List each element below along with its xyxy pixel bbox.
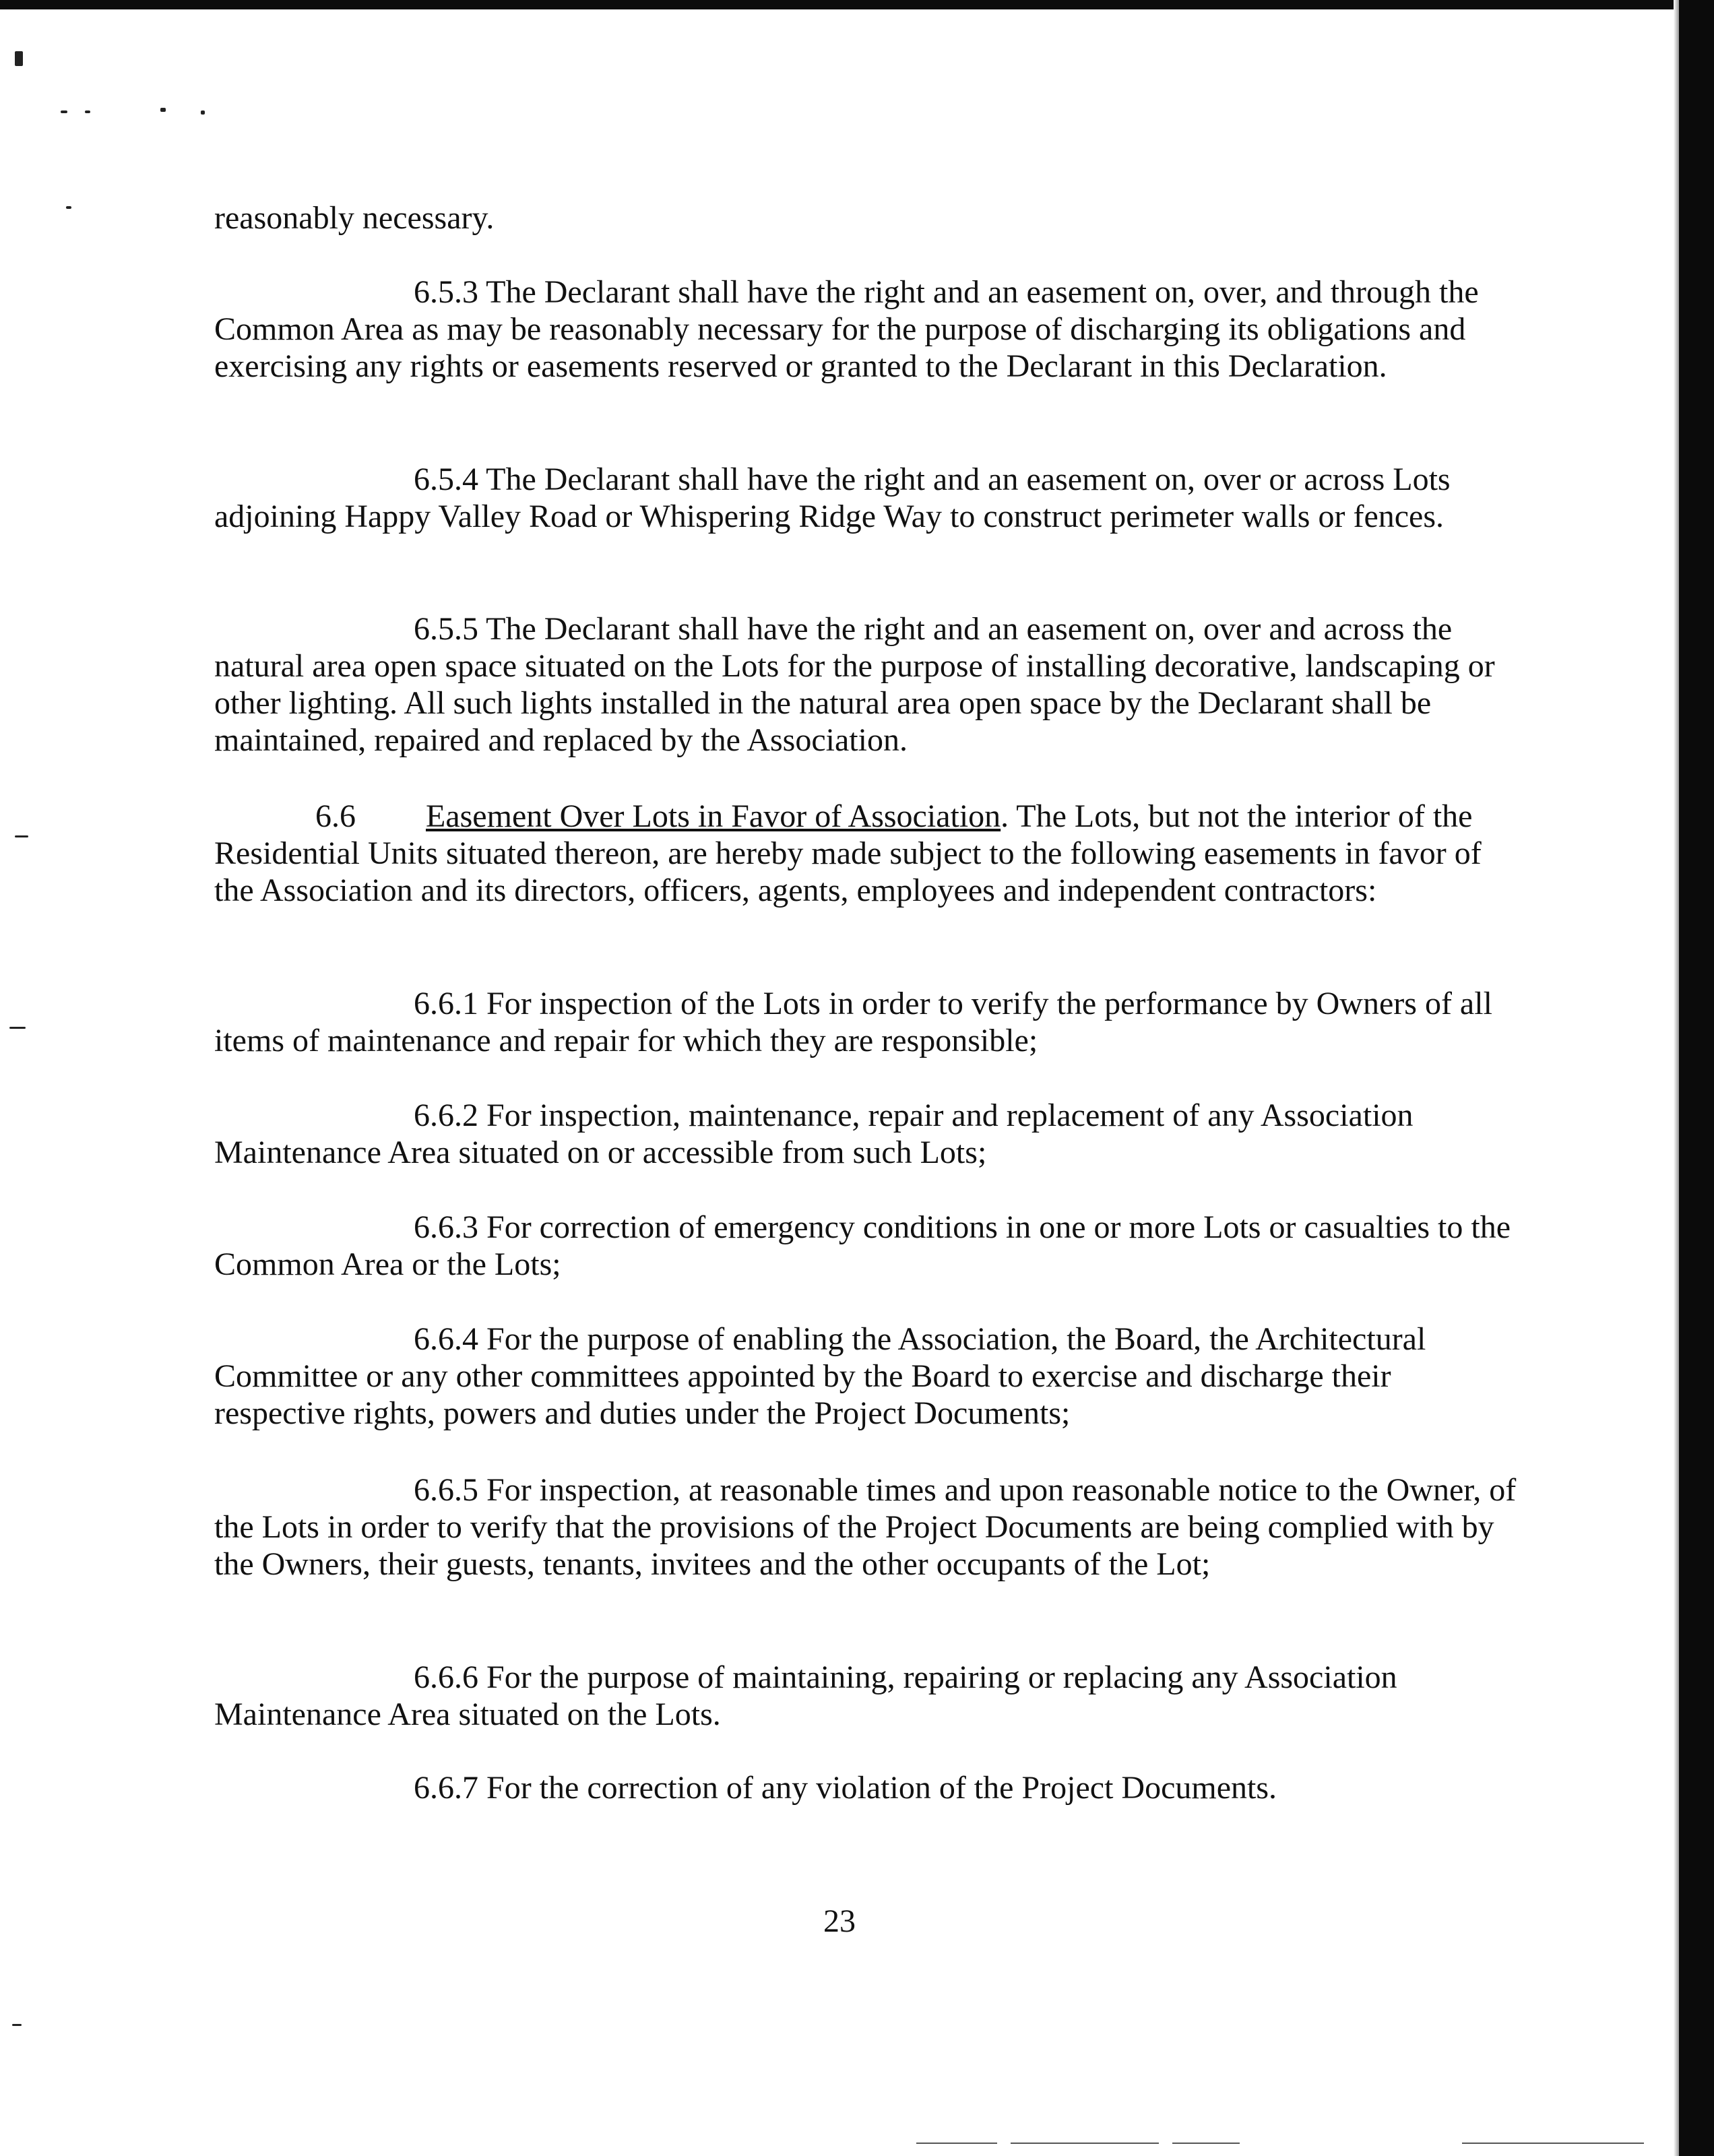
paragraph-text: For the purpose of enabling the Association, the Board, the Architectural Committee or any other committees appointed by the Board to exercise and discharge their respective rights, powers and duties under the Project Documents; [214,1321,1426,1431]
paragraph-number: 6.5.5 [414,611,478,647]
paragraph-text: For inspection, at reasonable times and upon reasonable notice to the Owner, of the Lots in order to verify that the provisions of the Project Documents are being complied with by the Owners, their guests, tenants, invitees and the other occupants of the Lot; [214,1472,1517,1582]
scan-speck [66,206,71,209]
paragraph-text: The Declarant shall have the right and an easement on, over and across the natural area open space situated on the Lots for the purpose of installing decorative, landscaping or other lighting. All such lights installed in the natural area open space by the Declarant shall be maintained, repaired and replaced by the Association. [214,611,1495,758]
paragraph-text: For correction of emergency conditions in one or more Lots or casualties to the Common Area or the Lots; [214,1209,1511,1282]
continuation-text [214,199,1521,236]
scan-speck [61,110,67,113]
paragraph-6-5-4 [214,461,1521,535]
paragraph-6-5-3 [214,274,1521,385]
scan-speck [85,110,90,113]
scan-right-shadow [1674,0,1679,2156]
paragraph-text: For inspection of the Lots in order to verify the performance by Owners of all items of maintenance and repair for which they are responsible; [214,986,1492,1058]
scan-speck [201,110,205,115]
paragraph-number: 6.6.4 [414,1321,478,1357]
paragraph-6-6-7 [214,1769,1521,1806]
paragraph-number: 6.5.4 [414,462,478,497]
paragraph-number: 6.6.5 [414,1472,478,1508]
paragraph-6-5-5 [214,610,1521,759]
scan-bottom-line [1462,2143,1644,2144]
paragraph-text: For inspection, maintenance, repair and replacement of any Association Maintenance Area situated on or accessible from such Lots; [214,1098,1414,1170]
scan-speck [9,1027,26,1029]
paragraph-6-6-3 [214,1209,1521,1283]
scan-bottom-line [1172,2143,1240,2144]
paragraph-number: 6.6.6 [414,1659,478,1695]
paragraph-6-6-2 [214,1097,1521,1171]
scan-bottom-line [1011,2143,1159,2144]
section-6-6 [214,798,1521,909]
paragraph-6-6-5 [214,1471,1521,1583]
scan-speck [12,2024,22,2026]
paragraph-number: 6.6.7 [414,1770,478,1806]
scan-top-edge [0,0,1714,9]
paragraph-text: The Declarant shall have the right and an easement on, over, and through the Common Area as may be reasonably necessary for the purpose of discharging its obligations and exercising any rights or easements reserved or granted to the Declarant in this Declaration. [214,274,1479,384]
section-number: 6.6 [315,798,356,834]
scan-speck [15,51,23,66]
paragraph-number: 6.6.3 [414,1209,478,1245]
scan-speck [15,835,28,837]
page-number: 23 [823,1903,856,1939]
scan-right-edge [1679,0,1714,2156]
paragraph-text: For the correction of any violation of the Project Documents. [486,1770,1277,1806]
paragraph-number: 6.6.1 [414,986,478,1021]
continuation-line: reasonably necessary. [214,200,495,236]
paragraph-6-6-6 [214,1659,1521,1733]
scan-bottom-line [916,2143,997,2144]
paragraph-number: 6.5.3 [414,274,478,310]
paragraph-6-6-4 [214,1321,1521,1432]
scan-speck [160,108,166,112]
section-text: . The Lots, but not the interior of the Residential Units situated thereon, are hereby made subject to the following easements in favor of the Association and its directors, officers, agents, employees and independent contractors: [214,798,1482,908]
section-heading: Easement Over Lots in Favor of Association [426,798,1001,834]
paragraph-number: 6.6.2 [414,1098,478,1133]
paragraph-text: For the purpose of maintaining, repairing or replacing any Association Maintenance Area situated on the Lots. [214,1659,1397,1732]
paragraph-text: The Declarant shall have the right and an easement on, over or across Lots adjoining Happy Valley Road or Whispering Ridge Way to construct perimeter walls or fences. [214,462,1451,534]
paragraph-6-6-1 [214,985,1521,1059]
